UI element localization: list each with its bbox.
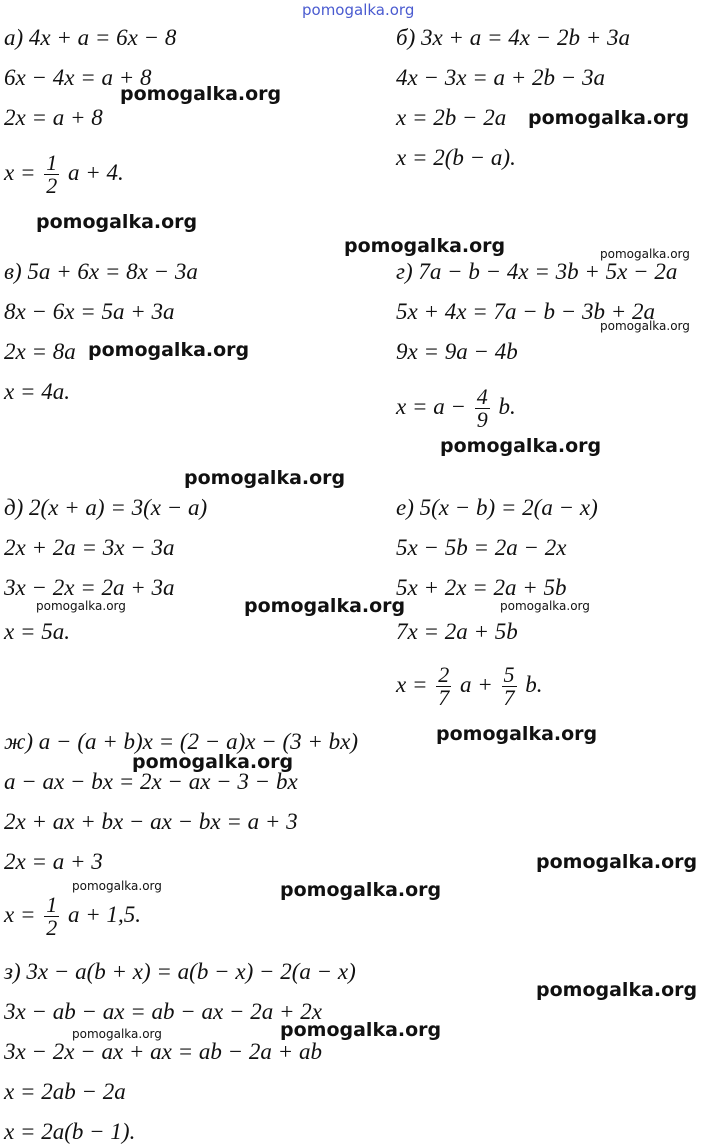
watermark: pomogalka.org (120, 83, 282, 105)
fraction-denominator: 7 (503, 685, 515, 710)
problem-v-line-3: 2x = 8a (4, 339, 76, 364)
problem-v-line-4: x = 4a. (4, 379, 70, 404)
problem-e-line-1: е) 5(x − b) = 2(a − x) (396, 495, 598, 520)
problem-a-line-2: 6x − 4x = a + 8 (4, 65, 152, 90)
watermark: pomogalka.org (36, 211, 198, 233)
equation-text: x = a − (396, 393, 466, 419)
fraction (475, 386, 490, 431)
equation-text: a + 1,5. (67, 901, 142, 927)
problem-g-line-3: 9x = 9a − 4b (396, 339, 518, 364)
problem-e-line-3: 5x + 2x = 2a + 5b (396, 575, 567, 600)
fraction-numerator: 2 (438, 662, 450, 687)
fraction-denominator: 2 (46, 173, 58, 198)
equation-text: a + 4. (67, 159, 124, 185)
watermark: pomogalka.org (440, 435, 602, 457)
problem-b-line-2: 4x − 3x = a + 2b − 3a (396, 65, 605, 90)
watermark: pomogalka.org (536, 851, 698, 873)
fraction-numerator: 1 (46, 150, 58, 175)
watermark: pomogalka.org (344, 235, 506, 257)
equation-text: x = (396, 671, 428, 697)
equation-text: x = (4, 159, 36, 185)
problem-b-line-4: x = 2(b − a). (396, 145, 516, 170)
equation-text: x = (4, 901, 36, 927)
watermark: pomogalka.org (280, 879, 442, 901)
problem-d-line-4: x = 5a. (4, 619, 70, 644)
problem-z-line-3: 3x − 2x − ax + ax = ab − 2a + ab (4, 1039, 322, 1064)
problem-g-line-4 (396, 386, 516, 431)
problem-zh-line-2: a − ax − bx = 2x − ax − 3 − bx (4, 769, 298, 794)
problem-b-line-3: x = 2b − 2a (396, 105, 507, 130)
watermark-top: pomogalka.org (302, 1, 415, 19)
equation-text: b. (498, 393, 516, 419)
fraction (502, 664, 517, 709)
problem-v-line-2: 8x − 6x = 5a + 3a (4, 299, 175, 324)
watermark: pomogalka.org (436, 723, 598, 745)
problem-zh-line-3: 2x + ax + bx − ax − bx = a + 3 (4, 809, 298, 834)
fraction-numerator: 1 (46, 892, 58, 917)
problem-a-line-1: а) 4x + a = 6x − 8 (4, 25, 177, 50)
problem-d-line-1: д) 2(x + a) = 3(x − a) (4, 495, 208, 520)
watermark: pomogalka.org (280, 1019, 442, 1041)
watermark: pomogalka.org (600, 247, 690, 261)
watermark: pomogalka.org (244, 595, 406, 617)
problem-v-line-1: в) 5a + 6x = 8x − 3a (4, 259, 198, 284)
fraction-numerator: 5 (503, 662, 515, 687)
fraction (44, 152, 59, 197)
problem-d-line-3: 3x − 2x = 2a + 3a (4, 575, 175, 600)
watermark: pomogalka.org (600, 319, 690, 333)
problem-d-line-2: 2x + 2a = 3x − 3a (4, 535, 175, 560)
problem-e-line-4: 7x = 2a + 5b (396, 619, 518, 644)
problem-a-line-4 (4, 152, 124, 197)
watermark: pomogalka.org (536, 979, 698, 1001)
problem-e-line-2: 5x − 5b = 2a − 2x (396, 535, 567, 560)
problem-zh-line-5 (4, 894, 141, 939)
fraction (44, 894, 59, 939)
problem-z-line-5: x = 2a(b − 1). (4, 1119, 136, 1144)
watermark: pomogalka.org (500, 599, 590, 613)
problem-b-line-1: б) 3x + a = 4x − 2b + 3a (396, 25, 630, 50)
watermark: pomogalka.org (72, 879, 162, 893)
fraction-denominator: 7 (438, 685, 450, 710)
watermark: pomogalka.org (184, 467, 346, 489)
fraction-denominator: 9 (476, 407, 488, 432)
problem-e-line-5 (396, 664, 543, 709)
problem-zh-line-1: ж) a − (a + b)x = (2 − a)x − (3 + bx) (4, 729, 359, 754)
problem-a-line-3: 2x = a + 8 (4, 105, 103, 130)
watermark: pomogalka.org (88, 339, 250, 361)
watermark: pomogalka.org (528, 107, 690, 129)
watermark: pomogalka.org (72, 1027, 162, 1041)
problem-zh-line-4: 2x = a + 3 (4, 849, 103, 874)
fraction (436, 664, 451, 709)
watermark: pomogalka.org (132, 751, 294, 773)
fraction-numerator: 4 (476, 384, 488, 409)
equation-text: a + (459, 671, 493, 697)
watermark: pomogalka.org (36, 599, 126, 613)
fraction-denominator: 2 (46, 915, 58, 940)
problem-z-line-2: 3x − ab − ax = ab − ax − 2a + 2x (4, 999, 322, 1024)
equation-text: b. (525, 671, 543, 697)
problem-z-line-1: з) 3x − a(b + x) = a(b − x) − 2(a − x) (4, 959, 356, 984)
problem-g-line-2: 5x + 4x = 7a − b − 3b + 2a (396, 299, 656, 324)
problem-g-line-1: г) 7a − b − 4x = 3b + 5x − 2a (396, 259, 678, 284)
problem-z-line-4: x = 2ab − 2a (4, 1079, 126, 1104)
